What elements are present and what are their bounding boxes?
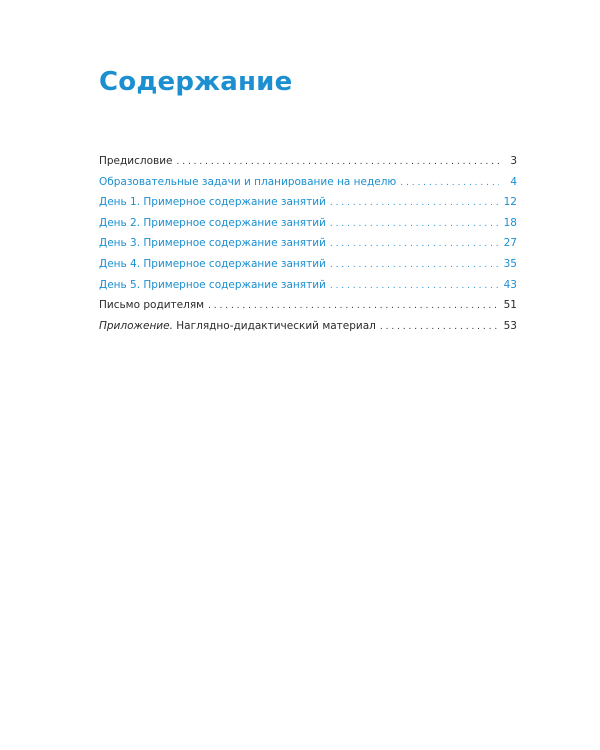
toc-dot-leader xyxy=(208,296,499,317)
toc-dot-leader xyxy=(177,152,500,173)
toc-item-day-3[interactable] xyxy=(99,233,517,254)
toc-page-number: 4 xyxy=(510,175,517,188)
toc-item-label xyxy=(99,316,376,337)
page-title: Содержание xyxy=(99,67,293,97)
toc-item-day-2[interactable] xyxy=(99,213,517,234)
toc-item-letter-to-parents[interactable] xyxy=(99,295,517,316)
toc-dot-leader xyxy=(330,234,499,255)
toc-item-label: День 4. Примерное содержание занятий xyxy=(99,257,326,270)
toc-dot-leader xyxy=(330,193,499,214)
toc-item-label: Письмо родителям xyxy=(99,299,205,312)
toc-dot-leader xyxy=(330,214,499,235)
toc-item-day-4[interactable] xyxy=(99,254,517,275)
toc-item-label-text: Наглядно-дидактический материал xyxy=(176,319,376,332)
toc-item-label-italic: Приложение. xyxy=(99,319,173,332)
toc-page-number: 43 xyxy=(503,278,517,291)
toc-page-number: 12 xyxy=(503,196,517,209)
toc-item-preface[interactable] xyxy=(99,151,517,172)
toc-dot-leader xyxy=(330,255,499,276)
toc-dot-leader xyxy=(380,317,499,338)
toc-item-label: День 5. Примерное содержание занятий xyxy=(99,278,326,291)
toc-item-label: День 2. Примерное содержание занятий xyxy=(99,216,326,229)
toc-item-day-5[interactable] xyxy=(99,275,517,296)
toc-page-number: 27 xyxy=(503,237,517,250)
toc-item-label: Предисловие xyxy=(99,155,173,167)
toc-item-day-1[interactable] xyxy=(99,192,517,213)
table-of-contents xyxy=(99,151,517,336)
toc-page-number: 3 xyxy=(510,155,517,167)
toc-dot-leader xyxy=(330,276,499,297)
toc-item-label: День 1. Примерное содержание занятий xyxy=(99,196,326,209)
toc-item-label: Образовательные задачи и планирование на неделю xyxy=(99,175,397,188)
toc-page-number: 51 xyxy=(503,299,517,312)
toc-item-appendix[interactable] xyxy=(99,316,517,337)
toc-dot-leader xyxy=(400,173,499,194)
toc-page-number: 35 xyxy=(503,257,517,270)
toc-page-number: 53 xyxy=(503,319,517,332)
toc-page-number: 18 xyxy=(503,216,517,229)
toc-item-label: День 3. Примерное содержание занятий xyxy=(99,237,326,250)
toc-item-goals-planning[interactable] xyxy=(99,172,517,193)
